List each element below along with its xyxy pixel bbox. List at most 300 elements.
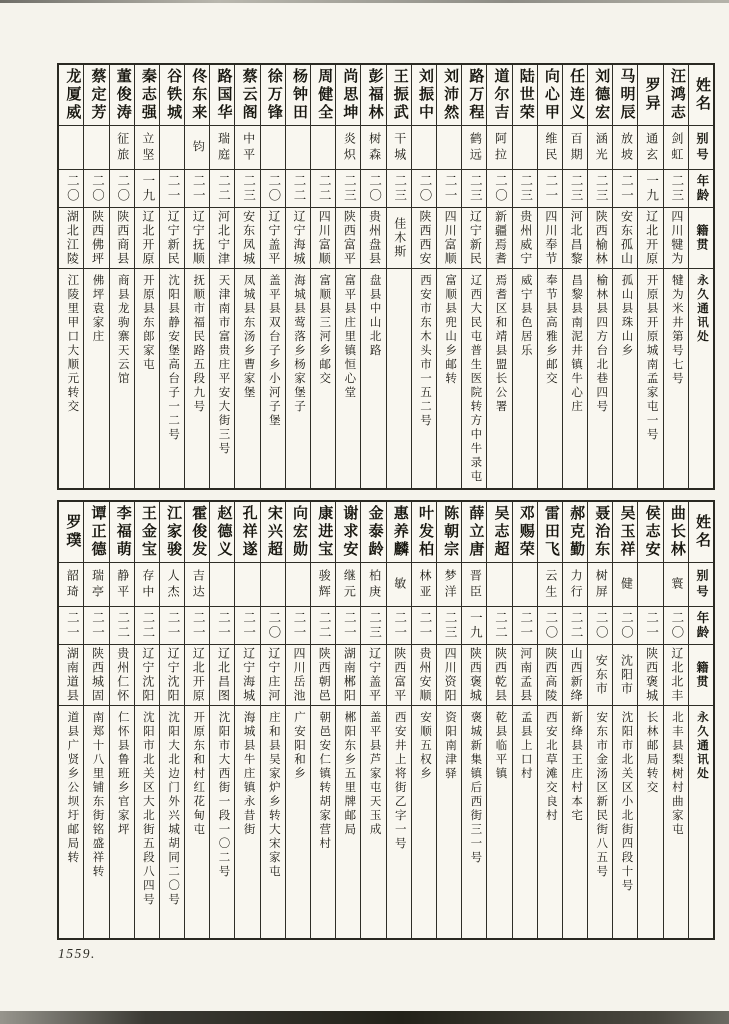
- person-address: 西安井上将街乙字一号: [393, 711, 406, 851]
- person-age: 二〇: [487, 170, 511, 208]
- person-age: 二一: [160, 607, 184, 645]
- person-alias: 柏庚: [361, 563, 385, 607]
- person-name: 康进宝: [311, 502, 335, 563]
- person-column: [159, 65, 184, 488]
- person-column: [360, 502, 385, 938]
- person-origin: 安东孤山: [613, 208, 637, 269]
- person-column: [209, 65, 234, 488]
- person-origin: 陕西褒城: [638, 645, 662, 706]
- person-column: [411, 502, 436, 938]
- person-column: [436, 502, 461, 938]
- person-alias: [487, 563, 511, 607]
- person-column: [663, 502, 688, 938]
- person-origin: 辽宁盖平: [261, 208, 285, 269]
- person-alias: [638, 563, 662, 607]
- person-origin: 湖南道县: [59, 645, 83, 706]
- person-address: 南郑十八里铺东街铭盛祥转: [91, 711, 104, 879]
- person-origin: 陕西富平: [336, 208, 360, 269]
- person-alias: 炎炽: [336, 126, 360, 170]
- person-alias: 人杰: [160, 563, 184, 607]
- person-address: 开原县东郎家屯: [141, 274, 154, 372]
- person-alias: 寰: [664, 563, 688, 607]
- person-name: 刘沛然: [437, 65, 461, 126]
- person-column: [59, 65, 83, 488]
- person-age: 二〇: [664, 607, 688, 645]
- person-alias: 敏: [387, 563, 411, 607]
- person-alias: [210, 563, 234, 607]
- person-column: [386, 65, 411, 488]
- person-origin: 四川犍为: [664, 208, 688, 269]
- person-origin: 辽宁庄河: [261, 645, 285, 706]
- person-column: [537, 502, 562, 938]
- person-origin: 辽宁新民: [160, 208, 184, 269]
- person-alias: 干城: [387, 126, 411, 170]
- person-address: 抚顺市福民路五段九号: [192, 274, 205, 414]
- person-age: 二二: [210, 170, 234, 208]
- person-origin: 辽北开原: [185, 645, 209, 706]
- person-address: 孤山县珠山乡: [620, 274, 633, 358]
- person-age: 二〇: [261, 170, 285, 208]
- person-age: 二三: [462, 170, 486, 208]
- person-name: 路国华: [210, 65, 234, 126]
- person-address: 海城县莺落乡杨家堡子: [293, 274, 305, 414]
- person-column: [310, 65, 335, 488]
- person-name: 宋兴超: [261, 502, 285, 563]
- person-alias: 中平: [235, 126, 259, 170]
- person-alias: [513, 126, 537, 170]
- person-name: 佟东来: [185, 65, 209, 126]
- person-age: 二〇: [538, 607, 562, 645]
- person-name: 龙厦威: [59, 65, 83, 126]
- person-age: 二〇: [361, 170, 385, 208]
- person-age: 二〇: [613, 607, 637, 645]
- person-age: 二一: [235, 607, 259, 645]
- person-column: [637, 502, 662, 938]
- person-alias: 征旅: [110, 126, 134, 170]
- person-origin: 辽宁沈阳: [160, 645, 184, 706]
- person-age: 二一: [513, 607, 537, 645]
- person-origin: 河南孟县: [513, 645, 537, 706]
- person-address: 昌黎县南泥井镇牛心庄: [570, 274, 583, 414]
- table-header-column: [688, 65, 713, 488]
- person-address: 安东市金汤区新民街八五号: [595, 711, 608, 879]
- person-name: 吴志超: [487, 502, 511, 563]
- person-origin: 安东凤城: [235, 208, 259, 269]
- person-age: 二三: [361, 607, 385, 645]
- person-column: [411, 65, 436, 488]
- person-address: 焉耆区和靖县盟长公署: [494, 274, 507, 414]
- person-alias: 云生: [538, 563, 562, 607]
- person-address: 威宁县色居乐: [519, 274, 532, 358]
- person-alias: 阿拉: [487, 126, 511, 170]
- person-age: 二〇: [261, 607, 285, 645]
- person-column: [59, 502, 83, 938]
- person-column: [134, 65, 159, 488]
- person-column: [159, 502, 184, 938]
- header-address: 永久通讯处: [696, 711, 708, 781]
- person-name: 罗璞: [59, 502, 83, 563]
- person-address: 辽西大民屯普生医院转方中牛录屯: [469, 274, 482, 484]
- person-name: 霍俊发: [185, 502, 209, 563]
- person-age: 二二: [487, 607, 511, 645]
- person-age: 二一: [286, 607, 310, 645]
- person-column: [612, 502, 637, 938]
- scan-artifact-top-edge: [0, 0, 729, 3]
- person-origin: 辽宁沈阳: [135, 645, 159, 706]
- person-name: 叶发柏: [412, 502, 436, 563]
- person-name: 任连义: [563, 65, 587, 126]
- person-name: 江家骏: [160, 502, 184, 563]
- header-age: 年龄: [689, 170, 713, 208]
- header-name: 姓名: [689, 65, 713, 126]
- person-origin: 河北昌黎: [563, 208, 587, 269]
- person-column: [461, 502, 486, 938]
- person-origin: 陕西佛坪: [84, 208, 108, 269]
- person-alias: 瑞庭: [210, 126, 234, 170]
- person-name: 向心甲: [538, 65, 562, 126]
- person-name: 马明辰: [613, 65, 637, 126]
- person-alias: 晋臣: [462, 563, 486, 607]
- person-origin: 陕西高陵: [538, 645, 562, 706]
- person-age: 二一: [336, 607, 360, 645]
- person-origin: 辽宁海城: [286, 208, 310, 269]
- person-origin: 陕西城固: [84, 645, 108, 706]
- person-column: [562, 502, 587, 938]
- person-origin: 四川奉节: [538, 208, 562, 269]
- person-column: [83, 502, 108, 938]
- person-alias: [437, 126, 461, 170]
- person-address: 凤城县东汤乡曹家堡: [242, 274, 255, 400]
- person-name: 聂治东: [588, 502, 612, 563]
- person-address: 广安阳和乡: [293, 711, 305, 781]
- person-origin: 陕西西安: [412, 208, 436, 269]
- person-alias: 梦洋: [437, 563, 461, 607]
- person-column: [512, 502, 537, 938]
- person-address: 开原东和村红花甸屯: [192, 711, 205, 837]
- person-column: [310, 502, 335, 938]
- person-origin: 佳木斯: [387, 208, 411, 269]
- person-origin: 山西新绛: [563, 645, 587, 706]
- header-origin: 籍贯: [689, 208, 713, 269]
- header-age: 年龄: [689, 607, 713, 645]
- person-alias: [261, 126, 285, 170]
- person-origin: 湖北江陵: [59, 208, 83, 269]
- person-column: [461, 65, 486, 488]
- person-name: 赵德义: [210, 502, 234, 563]
- person-age: 二〇: [59, 170, 83, 208]
- page-number: 1559.: [58, 946, 96, 961]
- person-name: 陈朝宗: [437, 502, 461, 563]
- person-age: 二一: [437, 170, 461, 208]
- person-origin: 陕西富平: [387, 645, 411, 706]
- person-name: 彭福林: [361, 65, 385, 126]
- person-column: [184, 502, 209, 938]
- person-alias: 立坚: [135, 126, 159, 170]
- person-age: 二二: [286, 170, 310, 208]
- person-alias: [513, 563, 537, 607]
- person-origin: 辽宁抚顺: [185, 208, 209, 269]
- person-origin: 贵州安顺: [412, 645, 436, 706]
- person-address: 西安市东木头市一五二号: [418, 274, 431, 428]
- person-column: [436, 65, 461, 488]
- person-age: 二三: [437, 607, 461, 645]
- directory-table-bottom: [57, 500, 715, 940]
- person-alias: [160, 126, 184, 170]
- person-origin: 贵州威宁: [513, 208, 537, 269]
- person-name: 蔡云阁: [235, 65, 259, 126]
- person-name: 董俊涛: [110, 65, 134, 126]
- person-age: 二三: [513, 170, 537, 208]
- person-age: 二三: [336, 170, 360, 208]
- person-origin: 沈阳市: [613, 645, 637, 706]
- person-address: 盖平县芦家屯天玉成: [368, 711, 381, 837]
- person-column: [209, 502, 234, 938]
- person-address: 朝邑安仁镇转胡家营村: [318, 711, 331, 851]
- person-origin: 辽宁新民: [462, 208, 486, 269]
- person-age: 二一: [185, 170, 209, 208]
- person-column: [260, 502, 285, 938]
- person-column: [537, 65, 562, 488]
- person-alias: 静平: [110, 563, 134, 607]
- person-name: 罗异: [638, 65, 662, 126]
- person-alias: [286, 126, 310, 170]
- person-age: 一九: [135, 170, 159, 208]
- person-name: 李福萌: [110, 502, 134, 563]
- person-alias: 瑞亭: [84, 563, 108, 607]
- person-alias: 涵光: [588, 126, 612, 170]
- person-age: 二一: [210, 607, 234, 645]
- person-address: 商县龙驹寨天云馆: [116, 274, 129, 386]
- person-column: [562, 65, 587, 488]
- person-column: [335, 502, 360, 938]
- person-address: 富顺县三河乡邮交: [318, 274, 331, 386]
- person-column: [486, 65, 511, 488]
- person-age: 二一: [185, 607, 209, 645]
- person-address: 犍为米井第号七号: [670, 274, 683, 386]
- person-address: 庄和县吴家炉乡转大宋家屯: [267, 711, 280, 879]
- person-column: [134, 502, 159, 938]
- person-column: [83, 65, 108, 488]
- person-origin: 湖南郴阳: [336, 645, 360, 706]
- table-header-column: [688, 502, 713, 938]
- person-alias: [235, 563, 259, 607]
- person-age: 二二: [135, 607, 159, 645]
- person-address: 北丰县梨树村曲家屯: [670, 711, 683, 837]
- person-origin: 辽北开原: [638, 208, 662, 269]
- person-column: [234, 65, 259, 488]
- header-address: 永久通讯处: [696, 274, 708, 344]
- person-age: 二二: [311, 170, 335, 208]
- person-origin: 四川岳池: [286, 645, 310, 706]
- person-origin: 贵州盘县: [361, 208, 385, 269]
- person-name: 曲长林: [664, 502, 688, 563]
- person-address: 奉节县高雅乡邮交: [544, 274, 557, 386]
- person-column: [184, 65, 209, 488]
- person-address: 富顺县兜山乡邮转: [444, 274, 457, 386]
- person-address: 开原县开原城南孟家屯一号: [645, 274, 658, 442]
- person-age: 二二: [563, 607, 587, 645]
- person-age: 二一: [387, 607, 411, 645]
- person-name: 孔祥遂: [235, 502, 259, 563]
- person-address: 沈阳市大西街一段一〇二号: [217, 711, 230, 879]
- person-column: [663, 65, 688, 488]
- person-alias: 林亚: [412, 563, 436, 607]
- person-column: [486, 502, 511, 938]
- person-alias: 力行: [563, 563, 587, 607]
- person-name: 惠养麟: [387, 502, 411, 563]
- person-origin: 安东市: [588, 645, 612, 706]
- person-age: 二一: [538, 170, 562, 208]
- person-alias: 维民: [538, 126, 562, 170]
- person-age: 二三: [664, 170, 688, 208]
- person-alias: 通玄: [638, 126, 662, 170]
- header-origin: 籍贯: [689, 645, 713, 706]
- person-age: 二一: [613, 170, 637, 208]
- person-address: 沈阳市北关区大北街五段八四号: [141, 711, 154, 907]
- person-origin: 辽北开原: [135, 208, 159, 269]
- person-name: 谷铁城: [160, 65, 184, 126]
- person-address: 郴阳东乡五里牌邮局: [343, 711, 356, 837]
- person-age: 二一: [412, 607, 436, 645]
- person-address: 仁怀县鲁班乡官家坪: [116, 711, 129, 837]
- person-name: 雷田飞: [538, 502, 562, 563]
- person-column: [109, 502, 134, 938]
- person-origin: 河北宁津: [210, 208, 234, 269]
- person-address: 沈阳市北关区小北街四段十号: [620, 711, 633, 893]
- person-name: 向宏勋: [286, 502, 310, 563]
- person-age: 一九: [638, 170, 662, 208]
- person-name: 尚思坤: [336, 65, 360, 126]
- header-alias: 别号: [689, 126, 713, 170]
- person-name: 谢求安: [336, 502, 360, 563]
- person-origin: 辽宁海城: [235, 645, 259, 706]
- person-address: 榆林县四方台北巷四号: [595, 274, 608, 414]
- person-alias: [261, 563, 285, 607]
- person-age: 二一: [638, 607, 662, 645]
- directory-table-top: [57, 63, 715, 490]
- person-origin: 四川富顺: [311, 208, 335, 269]
- person-address: 道县广贤乡公坝圩邮局转: [66, 711, 79, 865]
- person-name: 薛立唐: [462, 502, 486, 563]
- person-age: 二二: [110, 607, 134, 645]
- person-alias: [84, 126, 108, 170]
- person-age: 二三: [588, 170, 612, 208]
- header-alias: 别号: [689, 563, 713, 607]
- person-age: 二三: [563, 170, 587, 208]
- person-address: 沈阳大北边门外兴城胡同二〇号: [167, 711, 180, 907]
- person-address: 盘县中山北路: [368, 274, 381, 358]
- person-age: 二一: [160, 170, 184, 208]
- person-origin: 四川富顺: [437, 208, 461, 269]
- person-age: 二〇: [588, 607, 612, 645]
- person-alias: [59, 126, 83, 170]
- person-origin: 陕西乾县: [487, 645, 511, 706]
- person-origin: 辽北北丰: [664, 645, 688, 706]
- person-address: 沈阳县静安堡高台子一二号: [167, 274, 180, 442]
- person-age: 二三: [235, 170, 259, 208]
- person-origin: 陕西朝邑: [311, 645, 335, 706]
- person-name: 秦志强: [135, 65, 159, 126]
- person-column: [637, 65, 662, 488]
- person-alias: 吉达: [185, 563, 209, 607]
- person-name: 郝克勤: [563, 502, 587, 563]
- person-origin: 陕西榆林: [588, 208, 612, 269]
- person-alias: 鹤远: [462, 126, 486, 170]
- person-name: 邓赐荣: [513, 502, 537, 563]
- person-address: 资阳南津驿: [444, 711, 457, 781]
- person-name: 王金宝: [135, 502, 159, 563]
- person-column: [360, 65, 385, 488]
- person-column: [285, 65, 310, 488]
- person-alias: 百期: [563, 126, 587, 170]
- person-name: 徐万锋: [261, 65, 285, 126]
- person-address: 安顺五权乡: [418, 711, 431, 781]
- person-name: 路万程: [462, 65, 486, 126]
- person-address: 新绛县王庄村本宅: [570, 711, 583, 823]
- person-name: 吴玉祥: [613, 502, 637, 563]
- person-age: 二〇: [84, 170, 108, 208]
- person-name: 周健全: [311, 65, 335, 126]
- person-alias: 树屏: [588, 563, 612, 607]
- person-column: [285, 502, 310, 938]
- person-origin: 陕西商县: [110, 208, 134, 269]
- person-origin: 辽北昌图: [210, 645, 234, 706]
- person-age: 二一: [84, 607, 108, 645]
- person-address: 盖平县双台子乡小河子堡: [267, 274, 280, 428]
- person-alias: 骏辉: [311, 563, 335, 607]
- person-address: [387, 269, 411, 488]
- person-origin: 辽宁盖平: [361, 645, 385, 706]
- person-alias: 韶琦: [59, 563, 83, 607]
- person-address: 江陵里甲口大顺元转交: [66, 274, 79, 414]
- person-name: 道尔吉: [487, 65, 511, 126]
- person-name: 王振武: [387, 65, 411, 126]
- person-name: 侯志安: [638, 502, 662, 563]
- person-name: 陆世荣: [513, 65, 537, 126]
- person-alias: 健: [613, 563, 637, 607]
- person-name: 金泰龄: [361, 502, 385, 563]
- person-name: 谭正德: [84, 502, 108, 563]
- person-name: 刘振中: [412, 65, 436, 126]
- person-origin: 贵州仁怀: [110, 645, 134, 706]
- person-address: 富平县庄里镇恒心堂: [343, 274, 356, 400]
- person-origin: 新疆焉耆: [487, 208, 511, 269]
- person-origin: 陕西褒城: [462, 645, 486, 706]
- person-alias: 存中: [135, 563, 159, 607]
- person-column: [587, 65, 612, 488]
- person-age: 二一: [59, 607, 83, 645]
- person-column: [512, 65, 537, 488]
- person-alias: 钧: [185, 126, 209, 170]
- person-alias: 放坡: [613, 126, 637, 170]
- person-column: [612, 65, 637, 488]
- person-column: [335, 65, 360, 488]
- person-name: 杨钟田: [286, 65, 310, 126]
- person-age: 二〇: [110, 170, 134, 208]
- person-alias: [412, 126, 436, 170]
- person-alias: 继元: [336, 563, 360, 607]
- person-column: [386, 502, 411, 938]
- person-address: 天津南市富贵庄平安大街三号: [217, 274, 230, 456]
- person-name: 汪鸿志: [664, 65, 688, 126]
- person-column: [234, 502, 259, 938]
- person-age: 二三: [387, 170, 411, 208]
- person-alias: 剑虹: [664, 126, 688, 170]
- person-name: 刘德宏: [588, 65, 612, 126]
- person-address: 褒城新集镇后西街三一号: [469, 711, 482, 865]
- person-address: 海城县牛庄镇永昔街: [242, 711, 255, 837]
- person-address: 孟县上口村: [519, 711, 532, 781]
